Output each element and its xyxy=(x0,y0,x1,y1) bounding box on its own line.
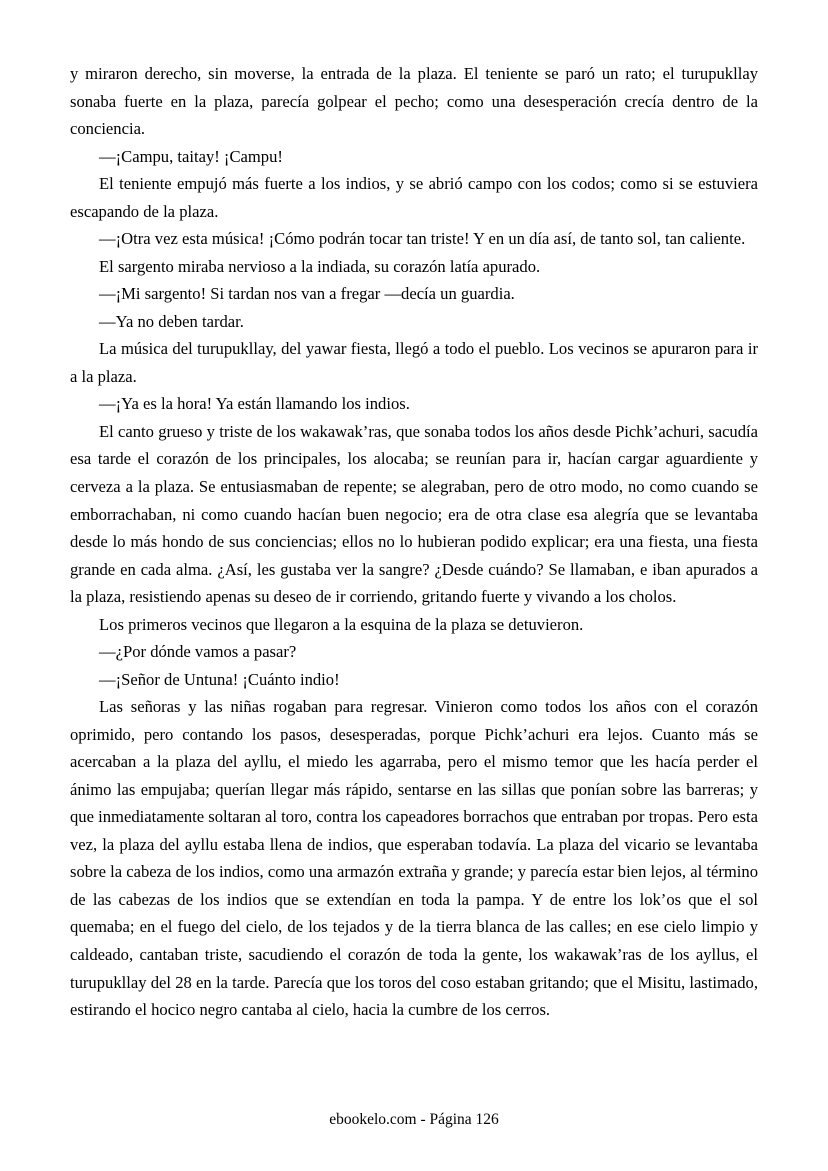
paragraph: Las señoras y las niñas rogaban para regresar. Vinieron como todos los años con el corazón oprimido, pero contando los pasos, desesperadas, porque Pichk’achuri era lejos. Cuanto más se acercaban a la plaza del ayllu, el miedo les agarraba, pero el mismo temor que les hacía perder el ánimo las empujaba; querían llegar más rápido, sentarse en las sillas que ponían sobre las barreras; y que inmediatamente soltaran al toro, contra los capeadores borrachos que entraban por tropas. Pero esta vez, la plaza del ayllu estaba llena de indios, que esperaban todavía. La plaza del vicario se levantaba sobre la cabeza de los indios, como una armazón extraña y grande; y parecía estar bien lejos, al término de las cabezas de los indios que se extendían en toda la pampa. Y de entre los lok’os que el sol quemaba; en el fuego del cielo, de los tejados y de la tierra blanca de las calles; en ese cielo limpio y caldeado, cantaban triste, sacudiendo el corazón de toda la gente, los wakawak’ras de los ayllus, el turupukllay del 28 en la tarde. Parecía que los toros del coso estaban gritando; que el Misitu, lastimado, estirando el hocico negro cantaba al cielo, hacia la cumbre de los cerros. xyxy=(70,697,758,1020)
body-text xyxy=(70,60,758,1024)
paragraph: y miraron derecho, sin moverse, la entrada de la plaza. El teniente se paró un rato; el turupukllay sonaba fuerte en la plaza, parecía golpear el pecho; como una desesperación crecía dentro de la conciencia. xyxy=(70,64,758,139)
paragraph: —¡Campu, taitay! ¡Campu! xyxy=(99,146,283,166)
paragraph: —Ya no deben tardar. xyxy=(99,311,244,331)
paragraph: El teniente empujó más fuerte a los indios, y se abrió campo con los codos; como si se estuviera escapando de la plaza. xyxy=(70,174,758,221)
paragraph: —¡Otra vez esta música! ¡Cómo podrán tocar tan triste! Y en un día así, de tanto sol, tan caliente. xyxy=(99,229,746,249)
paragraph: —¡Ya es la hora! Ya están llamando los indios. xyxy=(99,394,410,414)
paragraph: —¡Mi sargento! Si tardan nos van a fregar —decía un guardia. xyxy=(99,284,515,304)
paragraph: —¡Señor de Untuna! ¡Cuánto indio! xyxy=(99,669,340,689)
paragraph: Los primeros vecinos que llegaron a la esquina de la plaza se detuvieron. xyxy=(99,614,584,634)
paragraph: El sargento miraba nervioso a la indiada, su corazón latía apurado. xyxy=(99,256,541,276)
paragraph: La música del turupukllay, del yawar fiesta, llegó a todo el pueblo. Los vecinos se apuraron para ir a la plaza. xyxy=(70,339,758,386)
page-footer: ebookelo.com - Página 126 xyxy=(329,1111,499,1128)
paragraph: El canto grueso y triste de los wakawak’ras, que sonaba todos los años desde Pichk’achuri, sacudía esa tarde el corazón de los principales, los alocaba; se reunían para ir, hacían cargar aguardiente y cerveza a la plaza. Se entusiasmaban de repente; se alegraban, pero de otro modo, no como cuando se emborrachaban, ni como cuando hacían buen negocio; era de otra clase esa alegría que se levantaba desde lo más hondo de sus conciencias; ellos no lo hubieran podido explicar; era una fiesta, una fiesta grande en cada alma. ¿Así, les gustaba ver la sangre? ¿Desde cuándo? Se llamaban, e iban apurados a la plaza, resistiendo apenas su deseo de ir corriendo, gritando fuerte y vivando a los cholos. xyxy=(70,421,758,607)
paragraph: —¿Por dónde vamos a pasar? xyxy=(99,642,297,662)
